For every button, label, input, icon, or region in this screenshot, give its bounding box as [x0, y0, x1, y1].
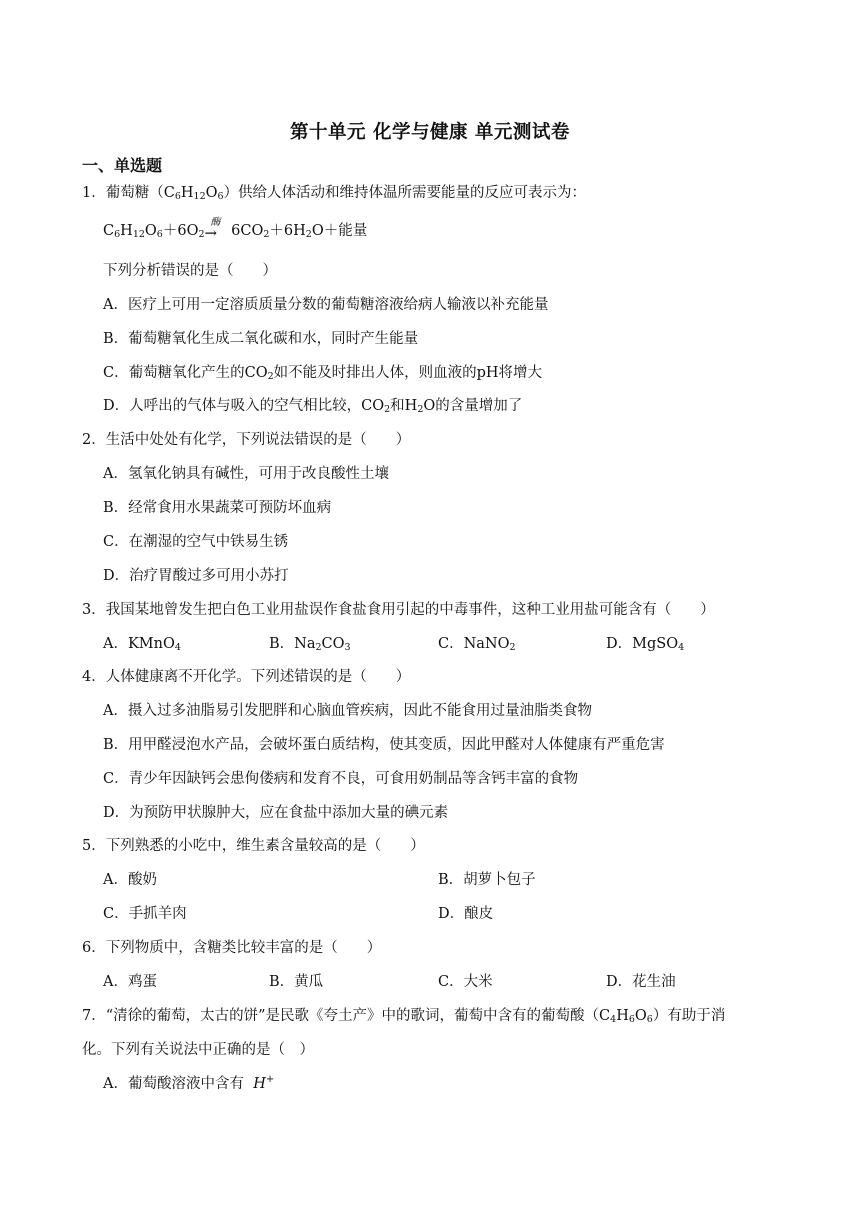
question-6-option-d[interactable]: D．花生油	[606, 974, 676, 990]
question-2-option-b[interactable]: B．经常食用水果蔬菜可预防坏血病	[103, 500, 332, 516]
question-1-option-a[interactable]: A．医疗上可用一定溶质质量分数的葡萄糖溶液给病人输液以补充能量	[103, 297, 549, 313]
question-6-option-b[interactable]: B．黄瓜	[269, 974, 324, 990]
question-2-option-c[interactable]: C．在潮湿的空气中铁易生锈	[103, 534, 289, 550]
question-4-option-a[interactable]: A．摄入过多油脂易引发肥胖和心脑血管疾病，因此不能食用过量油脂类食物	[103, 703, 592, 719]
question-1-option-c[interactable]: C．葡萄糖氧化产生的$CO_2$如不能及时排出人体，则血液的pH将增大	[103, 365, 543, 382]
arrow-icon: →	[204, 224, 218, 242]
question-4-option-d[interactable]: D．为预防甲状腺肿大，应在食盐中添加大量的碘元素	[103, 805, 449, 821]
page-title: 第十单元 化学与健康 单元测试卷	[290, 122, 570, 143]
ion-letter: H	[253, 1076, 266, 1092]
question-3-option-d[interactable]: D．MgSO$_4$	[606, 636, 685, 653]
question-2-option-d[interactable]: D．治疗胃酸过多可用小苏打	[103, 568, 289, 584]
question-4-option-c[interactable]: C．青少年因缺钙会患佝偻病和发育不良，可食用奶制品等含钙丰富的食物	[103, 771, 579, 787]
equation-reactants: $C_6H_{12}O_6+6O_2$	[103, 223, 205, 240]
question-7-stem-line-1: 7．“清徐的葡萄，太古的饼”是民歌《夸土产》中的歌词，葡萄中含有的葡萄酸$(C_4H_6O_6)$有助于消	[82, 1008, 726, 1025]
question-4-stem: 4．人体健康离不开化学。下列述错误的是（ ）	[82, 669, 411, 685]
reaction-arrow	[204, 217, 227, 242]
question-5-option-a[interactable]: A．酸奶	[103, 872, 157, 888]
question-6-option-a[interactable]: A．鸡蛋	[103, 974, 157, 990]
question-2-option-a[interactable]: A．氢氧化钠具有碱性，可用于改良酸性土壤	[103, 466, 389, 482]
question-1-prompt: 下列分析错误的是（ ）	[103, 263, 277, 279]
question-3-option-c[interactable]: C．NaNO$_2$	[438, 636, 516, 653]
question-3-option-b[interactable]: B．$Na_2CO_3$	[269, 636, 351, 653]
question-2-stem: 2．生活中处处有化学，下列说法错误的是（ ）	[82, 432, 411, 448]
catalyst-label: 酶	[210, 217, 221, 228]
question-4-option-b[interactable]: B．用甲醛浸泡水产品，会破坏蛋白质结构，使其变质，因此甲醛对人体健康有严重危害	[103, 737, 665, 753]
question-7-stem-line-2: 化。下列有关说法中正确的是（ ）	[82, 1042, 314, 1058]
question-5-stem: 5．下列熟悉的小吃中，维生素含量较高的是（ ）	[82, 838, 425, 854]
question-6-stem: 6．下列物质中，含糖类比较丰富的是（ ）	[82, 940, 382, 956]
hydrogen-ion-symbol	[253, 1076, 274, 1092]
ion-charge: +	[265, 1074, 275, 1085]
section-heading: 一、单选题	[82, 156, 163, 175]
question-7-option-a[interactable]	[103, 1074, 274, 1094]
question-1-option-b[interactable]: B．葡萄糖氧化生成二氧化碳和水，同时产生能量	[103, 331, 419, 347]
question-1-option-d[interactable]: D．人呼出的气体与吸入的空气相比较，$CO_2$和$H_2O$的含量增加了	[103, 398, 523, 415]
question-3-stem: 3．我国某地曾发生把白色工业用盐误作食盐食用引起的中毒事件，这种工业用盐可能含有（ ）	[82, 602, 715, 618]
question-5-option-d[interactable]: D．酿皮	[438, 906, 494, 922]
question-6-option-c[interactable]: C．大米	[438, 974, 493, 990]
question-5-option-b[interactable]: B．胡萝卜包子	[438, 872, 536, 888]
question-1-stem: 1．葡萄糖$(C_6H_{12}O_6)$供给人体活动和维持体温所需要能量的反应可表示为：	[82, 185, 587, 202]
question-3-option-a[interactable]: A．KMnO$_4$	[103, 636, 181, 653]
equation-products: $6CO_2+6H_2O+$能量	[231, 223, 368, 240]
question-5-option-c[interactable]: C．手抓羊肉	[103, 906, 187, 922]
option-a-text: A．葡萄酸溶液中含有	[103, 1076, 244, 1092]
question-1-equation	[103, 217, 368, 242]
